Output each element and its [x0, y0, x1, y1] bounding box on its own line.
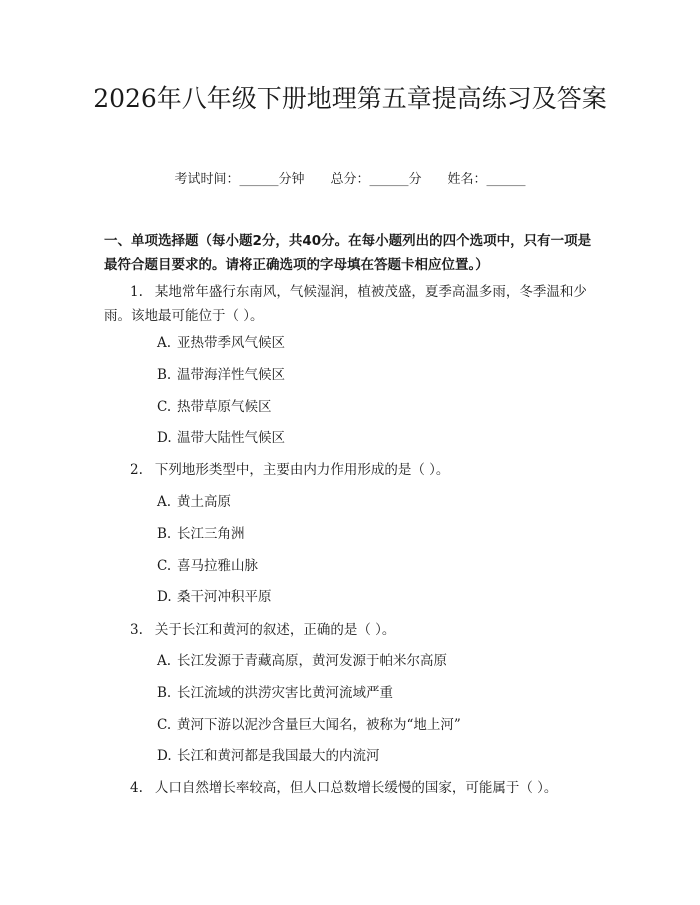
question-1-option-d: [157, 428, 285, 448]
page-title: 2026年八年级下册地理第五章提高练习及答案: [93, 84, 607, 113]
option-letter: C.: [157, 717, 172, 733]
question-3-stem: [104, 618, 604, 642]
option-text: 热带草原气候区: [177, 399, 272, 415]
option-letter: B.: [157, 367, 172, 383]
student-name-blank: ______: [486, 172, 526, 187]
section-heading: 一、单项选择题（每小题2分，共40分。在每小题列出的四个选项中，只有一项是最符合题目要求的。请将正确选项的字母填在答题卡相应位置。）: [104, 233, 592, 273]
option-letter: B.: [157, 685, 172, 701]
option-letter: B.: [157, 526, 172, 542]
question-text: 下列地形类型中，主要由内力作用形成的是（ ）。: [154, 462, 450, 478]
student-name-field: [448, 168, 526, 187]
option-text: 黄土高原: [177, 494, 231, 510]
total-score-label: 总分：: [330, 172, 370, 187]
question-2-option-a: [157, 492, 231, 512]
option-letter: A.: [157, 653, 172, 669]
option-text: 喜马拉雅山脉: [177, 558, 258, 574]
option-letter: A.: [157, 494, 172, 510]
question-3-option-d: [157, 746, 380, 766]
exam-time-label: 考试时间：: [174, 172, 240, 187]
option-letter: C.: [157, 399, 172, 415]
option-letter: D.: [157, 748, 172, 764]
option-text: 桑干河冲积平原: [177, 589, 272, 605]
question-number: 4.: [130, 780, 143, 796]
question-3-option-b: [157, 683, 393, 703]
option-text: 温带海洋性气候区: [177, 367, 285, 383]
question-1-option-b: [157, 365, 285, 385]
option-letter: C.: [157, 558, 172, 574]
question-3-option-a: [157, 651, 447, 671]
question-1-stem: [104, 280, 604, 328]
total-score-blank: ______: [369, 172, 409, 187]
question-number: 1.: [130, 284, 143, 300]
question-2-option-d: [157, 587, 272, 607]
option-text: 温带大陆性气候区: [177, 430, 285, 446]
exam-time-unit: 分钟: [278, 172, 305, 187]
option-text: 长江流域的洪涝灾害比黄河流域严重: [177, 685, 393, 701]
question-2-stem: [104, 458, 604, 482]
student-name-label: 姓名：: [447, 172, 487, 187]
question-number: 3.: [130, 622, 143, 638]
question-1-option-c: [157, 397, 272, 417]
option-text: 长江和黄河都是我国最大的内流河: [177, 748, 380, 764]
question-text: 某地常年盛行东南风，气候湿润，植被茂盛，夏季高温多雨，冬季温和少雨。该地最可能位于（ ）。: [104, 284, 587, 324]
question-3-option-c: [157, 715, 461, 735]
exam-time-blank: ______: [239, 172, 279, 187]
question-2-option-b: [157, 524, 245, 544]
question-number: 2.: [130, 462, 143, 478]
option-letter: D.: [157, 589, 172, 605]
exam-info: [0, 168, 700, 187]
question-text: 人口自然增长率较高，但人口总数增长缓慢的国家，可能属于（ ）。: [154, 780, 558, 796]
question-4-stem: [104, 776, 604, 800]
total-score-field: [330, 168, 421, 187]
option-text: 亚热带季风气候区: [177, 335, 285, 351]
option-letter: D.: [157, 430, 172, 446]
question-text: 关于长江和黄河的叙述，正确的是（ ）。: [154, 622, 396, 638]
option-letter: A.: [157, 335, 172, 351]
option-text: 黄河下游以泥沙含量巨大闻名，被称为“地上河”: [177, 717, 461, 733]
question-1-option-a: [157, 333, 285, 353]
exam-time-field: [174, 168, 304, 187]
option-text: 长江发源于青藏高原，黄河发源于帕米尔高原: [177, 653, 447, 669]
total-score-unit: 分: [408, 172, 422, 187]
question-2-option-c: [157, 556, 258, 576]
option-text: 长江三角洲: [177, 526, 245, 542]
